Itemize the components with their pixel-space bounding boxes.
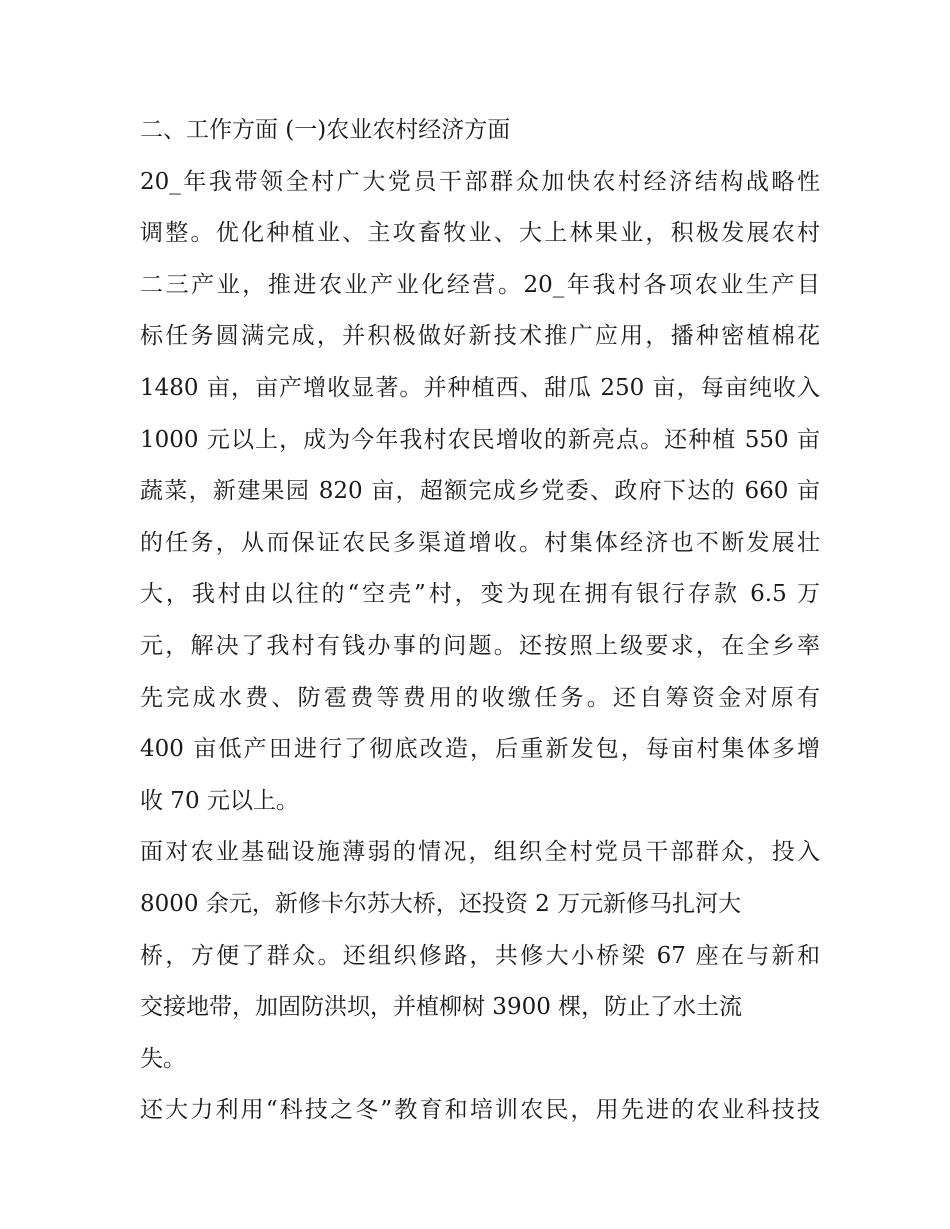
paragraph-line: 大，我村由以往的“空壳”村，变为现在拥有银行存款 6.5 万 <box>140 581 820 608</box>
paragraph-line: 20_年我带领全村广大党员干部群众加快农村经济结构战略性 <box>140 168 820 195</box>
paragraph-line: 8000 余元，新修卡尔苏大桥，还投资 2 万元新修马扎河大 <box>140 890 742 917</box>
paragraph-line: 标任务圆满完成，并积极做好新技术推广应用，播种密植棉花 <box>140 323 820 350</box>
paragraph-line: 二三产业，推进农业产业化经营。20_年我村各项农业生产目 <box>140 271 820 298</box>
section-heading: 二、工作方面 (一)农业农村经济方面 <box>140 117 511 143</box>
paragraph-line: 1480 亩，亩产增收显著。并种植西、甜瓜 250 亩，每亩纯收入 <box>140 374 820 401</box>
paragraph-line: 蔬菜，新建果园 820 亩，超额完成乡党委、政府下达的 660 亩 <box>140 478 820 505</box>
paragraph-line: 收 70 元以上。 <box>140 787 299 814</box>
paragraph-line: 先完成水费、防雹费等费用的收缴任务。还自筹资金对原有 <box>140 684 820 711</box>
paragraph-line: 的任务，从而保证农民多渠道增收。村集体经济也不断发展壮 <box>140 529 820 556</box>
paragraph-line: 400 亩低产田进行了彻底改造，后重新发包，每亩村集体多增 <box>140 736 820 763</box>
paragraph-line: 调整。优化种植业、主攻畜牧业、大上林果业，积极发展农村 <box>140 220 820 247</box>
paragraph-line: 元，解决了我村有钱办事的问题。还按照上级要求，在全乡率 <box>140 632 820 659</box>
paragraph-line: 还大力利用“科技之冬”教育和培训农民，用先进的农业科技技 <box>140 1097 820 1124</box>
paragraph-line: 1000 元以上，成为今年我村农民增收的新亮点。还种植 550 亩 <box>140 426 820 453</box>
paragraph-line: 面对农业基础设施薄弱的情况，组织全村党员干部群众，投入 <box>140 839 820 866</box>
paragraph-line: 桥，方便了群众。还组织修路，共修大小桥梁 67 座在与新和 <box>140 942 820 969</box>
document-body <box>140 108 820 1140</box>
paragraph-line: 交接地带，加固防洪坝，并植柳树 3900 棵，防止了水土流 <box>140 994 743 1021</box>
paragraph-line: 失。 <box>140 1045 186 1072</box>
